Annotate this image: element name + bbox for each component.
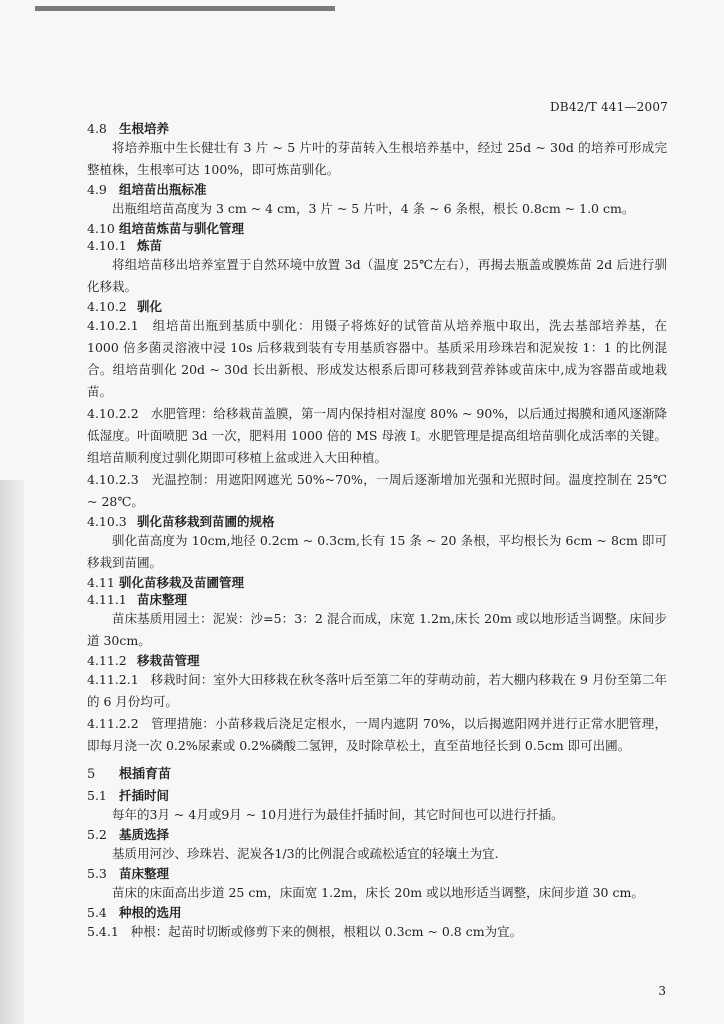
numbered-paragraph (87, 669, 667, 713)
numbered-paragraph (87, 403, 667, 469)
section-heading (87, 788, 667, 804)
numbered-paragraph (87, 921, 667, 943)
section-heading (87, 653, 667, 669)
section-number: 5.2 (87, 827, 107, 842)
section-heading (87, 238, 667, 254)
page-number: 3 (658, 984, 666, 998)
numbered-paragraph (87, 315, 667, 403)
section-number: 5.1 (87, 788, 107, 803)
clause-text: 移栽时间：室外大田移栽在秋冬落叶后至第二年的芽萌动前，若大棚内移栽在 9 月份至第二年的 6 月份均可。 (87, 672, 668, 709)
section-title: 驯化苗移栽到苗圃的规格 (137, 514, 275, 529)
clause-text: 水肥管理：给移栽苗盖膜，第一周内保持相对湿度 80% ~ 90%，以后通过揭膜和通风逐渐降低湿度。叶面喷肥 3d 一次，肥料用 1000 倍的 MS 母液 I。水肥管理是提高组培苗驯化成活率的关键。组培苗顺利度过驯化期即可移植上盆或进入大田种植。 (87, 406, 668, 465)
paragraph: 基质用河沙、珍珠岩、泥炭各1/3的比例混合或疏松适宜的轻壤土为宜. (112, 846, 499, 861)
section-number: 4.10.2 (87, 299, 127, 314)
section-number: 4.11.1 (87, 592, 127, 607)
section-heading (87, 827, 667, 843)
section-title: 种根的选用 (119, 905, 182, 920)
clause-number: 4.10.2.1 (87, 318, 139, 333)
paragraph: 出瓶组培苗高度为 3 cm ~ 4 cm，3 片 ~ 5 片叶，4 条 ~ 6 条根，根长 0.8cm ~ 1.0 cm。 (112, 201, 635, 216)
section-title: 生根培养 (119, 121, 170, 136)
numbered-paragraph (87, 469, 667, 513)
section-title: 炼苗 (137, 238, 163, 253)
paragraph: 将组培苗移出培养室置于自然环境中放置 3d（温度 25℃左右），再揭去瓶盖或膜炼苗 2d 后进行驯化移栽。 (87, 257, 667, 294)
section-number: 5.3 (87, 866, 107, 881)
scan-edge-bar (35, 6, 335, 11)
clause-number: 5.4.1 (87, 924, 119, 939)
clause-text: 种根：起苗时切断或修剪下来的侧根，根粗以 0.3cm ~ 0.8 cm为宜。 (130, 924, 523, 939)
section-title: 移栽苗管理 (137, 653, 200, 668)
section-title: 根插育苗 (119, 767, 172, 782)
document-code-header: DB42/T 441—2007 (549, 100, 668, 114)
section-title: 驯化 (137, 299, 163, 314)
document-body (87, 120, 667, 943)
section-number: 5.4 (87, 905, 107, 920)
clause-text: 管理措施：小苗移栽后浇足定根水，一周内遮阴 70%，以后揭遮阳网并进行正常水肥管理，即每月浇一次 0.2%尿素或 0.2%磷酸二氢钾，及时除草松土，直至苗地径长到 0.5cm 即可出圃。 (87, 716, 667, 753)
section-heading (87, 575, 667, 591)
paragraph: 每年的3月 ~ 4月或9月 ~ 10月进行为最佳扦插时间，其它时间也可以进行扦插。 (112, 807, 564, 822)
paragraph: 将培养瓶中生长健壮有 3 片 ~ 5 片叶的芽苗转入生根培养基中，经过 25d ~ 30d 的培养可形成完整植株，生根率可达 100%，即可炼苗驯化。 (87, 140, 667, 177)
section-number: 4.11 (87, 575, 115, 590)
section-number: 4.8 (87, 121, 107, 136)
section-heading (87, 221, 667, 237)
section-heading (87, 514, 667, 530)
paragraph: 驯化苗高度为 10cm,地径 0.2cm ~ 0.3cm,长有 15 条 ~ 20 条根，平均根长为 6cm ~ 8cm 即可移栽到苗圃。 (87, 533, 667, 570)
section-number: 4.10 (87, 221, 115, 236)
section-title: 驯化苗移栽及苗圃管理 (119, 575, 245, 590)
section-number: 4.10.3 (87, 514, 127, 529)
section-number: 5 (87, 767, 96, 782)
section-number: 4.10.1 (87, 238, 127, 253)
clause-text: 光温控制：用遮阳网遮光 50%~70%，一周后逐渐增加光强和光照时间。温度控制在 25℃ ~ 28℃。 (87, 472, 667, 509)
section-title: 组培苗出瓶标准 (119, 182, 207, 197)
numbered-paragraph (87, 713, 667, 757)
section-heading (87, 121, 667, 137)
clause-number: 4.10.2.2 (87, 406, 139, 421)
section-title: 扦插时间 (119, 788, 170, 803)
clause-number: 4.10.2.3 (87, 472, 139, 487)
section-title: 苗床整理 (137, 592, 188, 607)
clause-number: 4.11.2.2 (87, 716, 139, 731)
section-title: 组培苗炼苗与驯化管理 (119, 221, 245, 236)
section-title: 基质选择 (119, 827, 170, 842)
section-heading (87, 905, 667, 921)
section-number: 4.11.2 (87, 653, 127, 668)
section-heading (87, 182, 667, 198)
paragraph: 苗床基质用园土：泥炭：沙=5：3：2 混合而成，床宽 1.2m,床长 20m 或以地形适当调整。床间步道 30cm。 (87, 611, 667, 648)
section-heading (87, 866, 667, 882)
section-number: 4.9 (87, 182, 107, 197)
scan-shadow (0, 480, 24, 1024)
section-heading (87, 299, 667, 315)
section-heading (87, 592, 667, 608)
paragraph: 苗床的床面高出步道 25 cm，床面宽 1.2m，床长 20m 或以地形适当调整，床间步道 30 cm。 (112, 885, 644, 900)
section-title: 苗床整理 (119, 866, 170, 881)
chapter-heading (87, 767, 667, 783)
clause-text: 组培苗出瓶到基质中驯化：用镊子将炼好的试管苗从培养瓶中取出，洗去基部培养基，在 1000 倍多菌灵溶液中浸 10s 后移栽到装有专用基质容器中。基质采用珍珠岩和泥炭按 1：1 的比例混合。组培苗驯化 20d ~ 30d 长出新根、形成发达根系后即可移栽到营养钵或苗床中,成为容器苗或地栽苗。 (87, 318, 667, 399)
clause-number: 4.11.2.1 (87, 672, 139, 687)
